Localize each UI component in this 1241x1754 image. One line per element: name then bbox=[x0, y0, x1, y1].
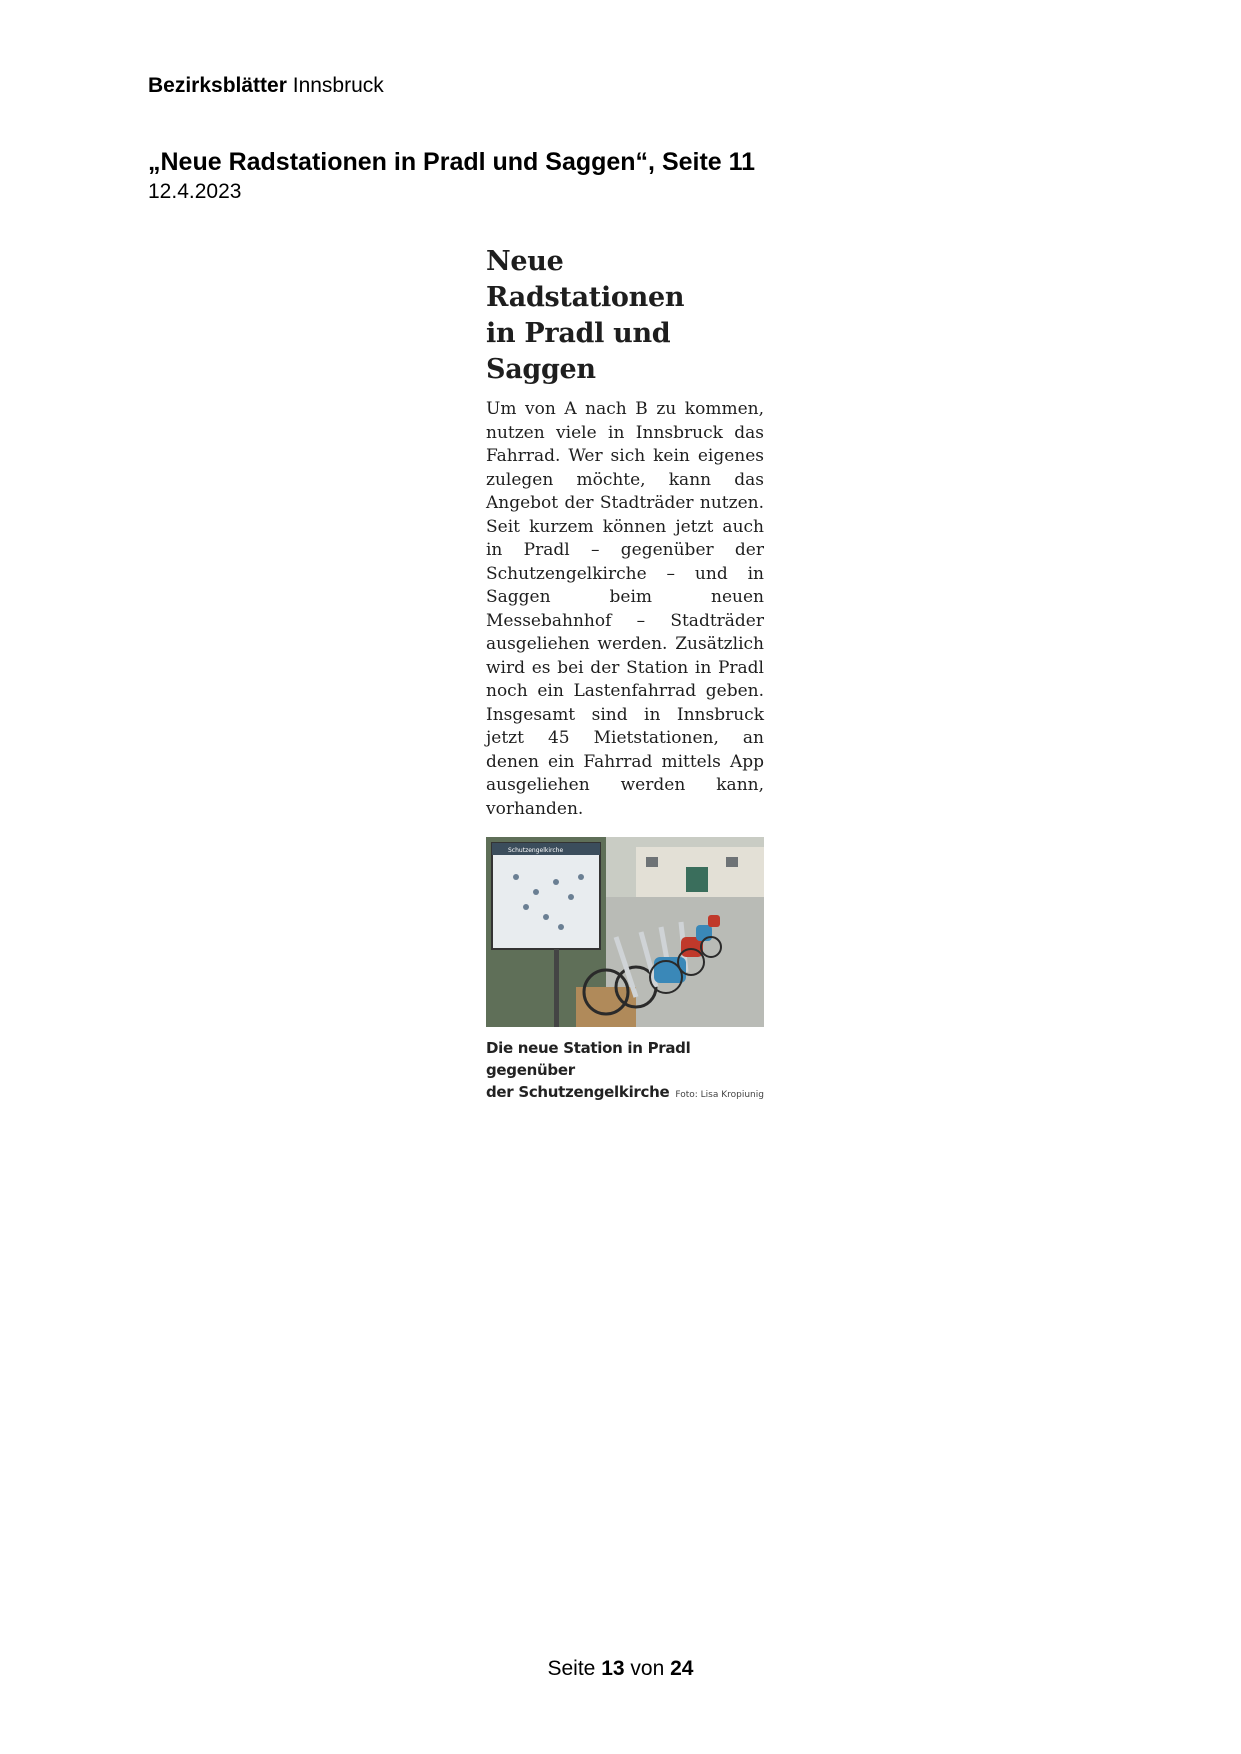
footer-of-word: von bbox=[630, 1657, 665, 1680]
photo-credit: Foto: Lisa Kropiunig bbox=[675, 1090, 764, 1100]
page-footer bbox=[0, 1657, 1241, 1681]
clipping-headline bbox=[486, 244, 764, 388]
publication-bold: Bezirksblätter bbox=[148, 74, 287, 97]
article-date: 12.4.2023 bbox=[148, 180, 242, 203]
bike-station-illustration bbox=[486, 837, 764, 1027]
headline-line-1: Neue Radstationen bbox=[486, 246, 685, 313]
footer-page-current: 13 bbox=[601, 1657, 625, 1680]
publication-rest: Innsbruck bbox=[292, 74, 384, 97]
footer-page-total: 24 bbox=[670, 1657, 694, 1680]
headline-line-2: in Pradl und Saggen bbox=[486, 318, 671, 385]
newspaper-clipping bbox=[486, 244, 764, 1106]
article-title: „Neue Radstationen in Pradl und Saggen“, Seite 11 bbox=[148, 148, 756, 176]
photo-caption bbox=[486, 1037, 764, 1106]
caption-line-2: der Schutzengelkirche bbox=[486, 1083, 670, 1101]
sign-label: Schutzengelkirche bbox=[508, 847, 564, 854]
publication-name bbox=[148, 74, 384, 98]
footer-page-word: Seite bbox=[547, 1657, 596, 1680]
clipping-body: Um von A nach B zu kommen, nutzen viele in Innsbruck das Fahrrad. Wer sich kein eigenes zulegen möchte, kann das Angebot der Stadträder nutzen. Seit kurzem können jetzt auch in Pradl – gegenüber der Schutzengelkirche – und in Saggen beim neuen Messebahnhof – Stadträder ausgeliehen werden. Zusätzlich wird es bei der Station in Pradl noch ein Lastenfahrrad geben. Insgesamt sind in Innsbruck jetzt 45 Mietstationen, an denen ein Fahrrad mittels App ausgeliehen werden kann, vorhanden. bbox=[486, 399, 764, 819]
caption-line-1: Die neue Station in Pradl gegenüber bbox=[486, 1039, 691, 1079]
bike-station-photo bbox=[486, 837, 764, 1027]
